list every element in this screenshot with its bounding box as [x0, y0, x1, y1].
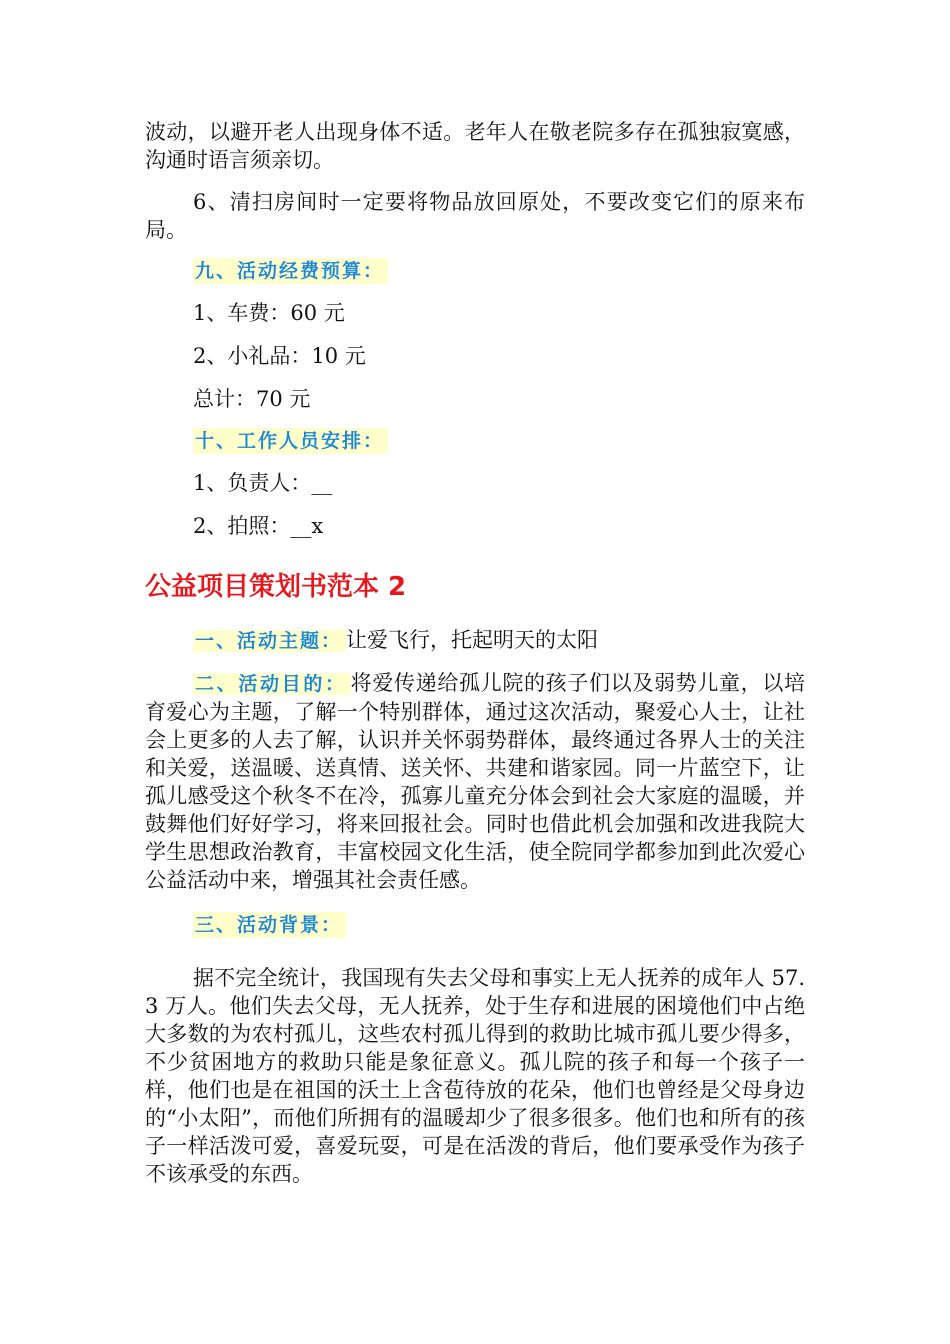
section-heading-staff — [193, 428, 805, 454]
paragraph-purpose — [145, 669, 805, 894]
section-heading-budget — [193, 258, 805, 284]
section-heading-background — [193, 912, 805, 938]
paragraph-cleaning-rule: 6、清扫房间时一定要将物品放回原处，不要改变它们的原来布局。 — [145, 190, 805, 242]
staff-item-photographer: 2、拍照：__x — [193, 514, 324, 538]
text-purpose: 将爱传递给孤儿院的孩子们以及弱势儿童，以培育爱心为主题，了解一个特别群体，通过这次活动，聚爱心人士，让社会上更多的人去了解，认识并关怀弱势群体，最终通过各界人士的关注和关爱，送温暖、送真情、送关怀、共建和谐家园。同一片蓝空下，让孤儿感受这个秋冬不在冷，孤寡儿童充分体会到社会大家庭的温暖，并鼓舞他们好好学习，将来回报社会。同时也借此机会加强和改进我院大学生思想政治教育，丰富校园文化生活，使全院同学都参加到此次爱心公益活动中来，增强其社会责任感。 — [145, 671, 805, 892]
staff-item-leader: 1、负责人：__ — [193, 471, 333, 495]
heading-background: 三、活动背景： — [193, 912, 346, 938]
label-purpose: 二、活动目的： — [193, 673, 351, 695]
paragraph-theme — [145, 626, 805, 655]
heading-staff: 十、工作人员安排： — [193, 428, 388, 454]
paragraph-elderly-care: 波动，以避开老人出现身体不适。老年人在敬老院多存在孤独寂寞感，沟通时语言须亲切。 — [145, 120, 805, 172]
budget-item-transport: 1、车费：60 元 — [193, 301, 345, 325]
label-theme: 一、活动主题： — [193, 630, 346, 652]
budget-item-gifts: 2、小礼品：10 元 — [193, 344, 366, 368]
text-theme: 让爱飞行，托起明天的太阳 — [346, 628, 599, 652]
document-title-sample-2: 公益项目策划书范本 2 — [145, 572, 407, 602]
heading-budget: 九、活动经费预算： — [193, 258, 388, 284]
budget-total: 总计：70 元 — [193, 387, 311, 411]
paragraph-background: 据不完全统计，我国现有失去父母和事实上无人抚养的成年人 57.3 万人。他们失去父母，无人抚养，处于生存和进展的困境他们中占绝大多数的为农村孤儿，这些农村孤儿得到的救助比城市孤儿要少得多，不少贫困地方的救助只能是象征意义。孤儿院的孩子和每一个孩子一样，他们也是在祖国的沃土上含苞待放的花朵，他们也曾经是父母身边的“小太阳”，而他们所拥有的温暖却少了很多很多。他们也和所有的孩子一样活泼可爱，喜爱玩耍，可是在活泼的背后，他们要承受作为孩子不该承受的东西。 — [145, 966, 805, 1186]
document-page — [145, 118, 805, 1202]
